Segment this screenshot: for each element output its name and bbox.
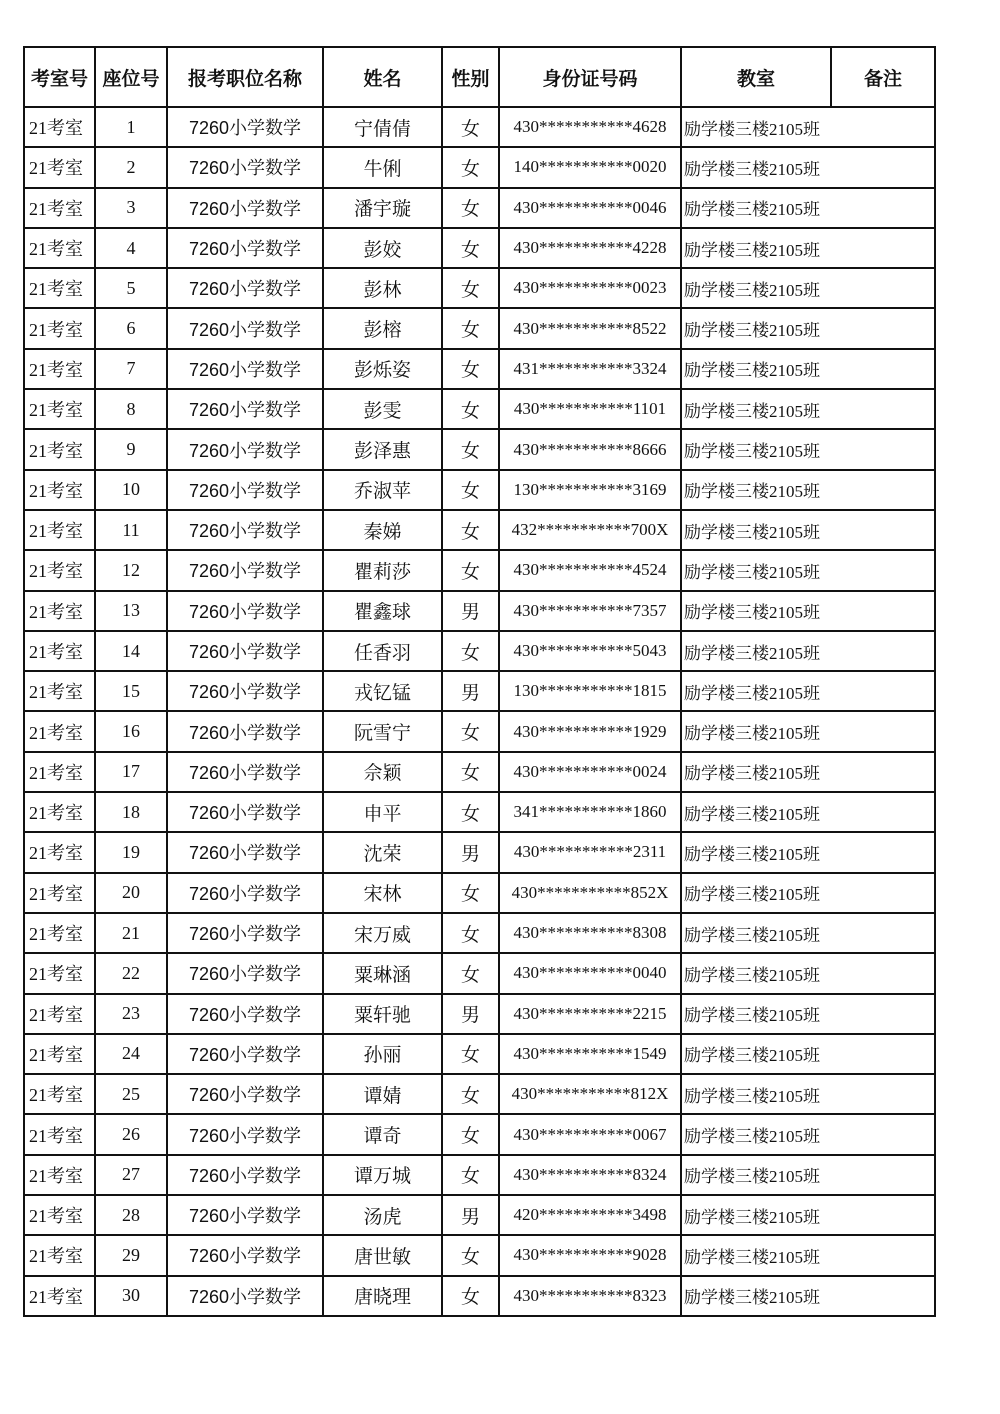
seat-cell: 6 [95,308,167,348]
classroom-cell: 励学楼三楼2105班 [681,671,935,711]
gender-cell: 女 [442,1235,499,1275]
name-cell: 谭婧 [323,1074,442,1114]
classroom-cell: 励学楼三楼2105班 [681,228,935,268]
name-cell: 彭姣 [323,228,442,268]
seat-cell: 17 [95,752,167,792]
table-row [24,873,935,913]
id-number-cell: 430***********0040 [499,953,681,993]
table-row [24,752,935,792]
classroom-cell: 励学楼三楼2105班 [681,510,935,550]
table-row [24,631,935,671]
name-cell: 谭奇 [323,1114,442,1154]
classroom-cell: 励学楼三楼2105班 [681,873,935,913]
classroom-cell: 励学楼三楼2105班 [681,832,935,872]
id-number-cell: 430***********4228 [499,228,681,268]
id-number-cell: 430***********8324 [499,1155,681,1195]
exam-room-cell: 21考室 [24,228,95,268]
header-remark: 备注 [831,47,935,107]
exam-room-cell: 21考室 [24,470,95,510]
id-number-cell: 430***********8522 [499,308,681,348]
seat-cell: 19 [95,832,167,872]
classroom-cell: 励学楼三楼2105班 [681,1114,935,1154]
post-cell: 7260小学数学 [167,188,323,228]
classroom-cell: 励学楼三楼2105班 [681,147,935,187]
post-cell: 7260小学数学 [167,147,323,187]
exam-room-cell: 21考室 [24,1074,95,1114]
table-body [24,107,935,1316]
id-number-cell: 430***********5043 [499,631,681,671]
name-cell: 彭榕 [323,308,442,348]
gender-cell: 男 [442,994,499,1034]
id-number-cell: 430***********0046 [499,188,681,228]
table-row [24,147,935,187]
name-cell: 汤虎 [323,1195,442,1235]
id-number-cell: 430***********7357 [499,591,681,631]
post-cell: 7260小学数学 [167,1235,323,1275]
table-row [24,832,935,872]
gender-cell: 女 [442,188,499,228]
gender-cell: 女 [442,631,499,671]
seat-cell: 20 [95,873,167,913]
classroom-cell: 励学楼三楼2105班 [681,1195,935,1235]
classroom-cell: 励学楼三楼2105班 [681,389,935,429]
post-cell: 7260小学数学 [167,1074,323,1114]
classroom-cell: 励学楼三楼2105班 [681,1235,935,1275]
name-cell: 彭雯 [323,389,442,429]
table-row [24,470,935,510]
table-row [24,268,935,308]
gender-cell: 女 [442,752,499,792]
table-row [24,1155,935,1195]
table-row [24,308,935,348]
exam-room-cell: 21考室 [24,550,95,590]
seat-cell: 9 [95,429,167,469]
id-number-cell: 430***********1549 [499,1034,681,1074]
seat-cell: 11 [95,510,167,550]
exam-room-cell: 21考室 [24,671,95,711]
post-cell: 7260小学数学 [167,389,323,429]
classroom-cell: 励学楼三楼2105班 [681,1034,935,1074]
gender-cell: 女 [442,953,499,993]
exam-room-cell: 21考室 [24,1276,95,1316]
name-cell: 牛俐 [323,147,442,187]
table-row [24,953,935,993]
table-row [24,389,935,429]
id-number-cell: 430***********8666 [499,429,681,469]
id-number-cell: 420***********3498 [499,1195,681,1235]
exam-room-cell: 21考室 [24,1114,95,1154]
seat-cell: 27 [95,1155,167,1195]
table-row [24,671,935,711]
seat-cell: 25 [95,1074,167,1114]
exam-room-cell: 21考室 [24,510,95,550]
exam-room-cell: 21考室 [24,832,95,872]
exam-room-cell: 21考室 [24,188,95,228]
post-cell: 7260小学数学 [167,671,323,711]
post-cell: 7260小学数学 [167,107,323,147]
header-row [24,47,935,107]
id-number-cell: 430***********8323 [499,1276,681,1316]
post-cell: 7260小学数学 [167,913,323,953]
seat-cell: 23 [95,994,167,1034]
gender-cell: 女 [442,550,499,590]
gender-cell: 男 [442,671,499,711]
table-row [24,107,935,147]
post-cell: 7260小学数学 [167,1195,323,1235]
header-seat: 座位号 [95,47,167,107]
post-cell: 7260小学数学 [167,953,323,993]
table-row [24,349,935,389]
post-cell: 7260小学数学 [167,1276,323,1316]
seat-cell: 15 [95,671,167,711]
table-row [24,429,935,469]
name-cell: 彭烁姿 [323,349,442,389]
gender-cell: 女 [442,711,499,751]
id-number-cell: 430***********852X [499,873,681,913]
name-cell: 唐晓理 [323,1276,442,1316]
exam-room-cell: 21考室 [24,711,95,751]
id-number-cell: 430***********4524 [499,550,681,590]
exam-seating-table [23,46,936,1317]
exam-room-cell: 21考室 [24,107,95,147]
exam-seating-sheet [23,46,934,1317]
table-row [24,591,935,631]
seat-cell: 3 [95,188,167,228]
seat-cell: 8 [95,389,167,429]
exam-room-cell: 21考室 [24,591,95,631]
post-cell: 7260小学数学 [167,510,323,550]
id-number-cell: 430***********0024 [499,752,681,792]
exam-room-cell: 21考室 [24,792,95,832]
gender-cell: 男 [442,591,499,631]
name-cell: 彭泽惠 [323,429,442,469]
post-cell: 7260小学数学 [167,792,323,832]
id-number-cell: 140***********0020 [499,147,681,187]
name-cell: 乔淑苹 [323,470,442,510]
classroom-cell: 励学楼三楼2105班 [681,711,935,751]
classroom-cell: 励学楼三楼2105班 [681,349,935,389]
table-row [24,1074,935,1114]
exam-room-cell: 21考室 [24,1034,95,1074]
gender-cell: 女 [442,1276,499,1316]
gender-cell: 男 [442,832,499,872]
classroom-cell: 励学楼三楼2105班 [681,1155,935,1195]
name-cell: 宋林 [323,873,442,913]
seat-cell: 2 [95,147,167,187]
classroom-cell: 励学楼三楼2105班 [681,470,935,510]
header-id-number: 身份证号码 [499,47,681,107]
seat-cell: 14 [95,631,167,671]
post-cell: 7260小学数学 [167,1114,323,1154]
name-cell: 潘宇璇 [323,188,442,228]
seat-cell: 30 [95,1276,167,1316]
post-cell: 7260小学数学 [167,994,323,1034]
seat-cell: 18 [95,792,167,832]
id-number-cell: 430***********2215 [499,994,681,1034]
post-cell: 7260小学数学 [167,591,323,631]
seat-cell: 26 [95,1114,167,1154]
post-cell: 7260小学数学 [167,1155,323,1195]
exam-room-cell: 21考室 [24,752,95,792]
post-cell: 7260小学数学 [167,631,323,671]
post-cell: 7260小学数学 [167,832,323,872]
seat-cell: 4 [95,228,167,268]
gender-cell: 女 [442,228,499,268]
id-number-cell: 432***********700X [499,510,681,550]
post-cell: 7260小学数学 [167,1034,323,1074]
name-cell: 彭林 [323,268,442,308]
table-row [24,1034,935,1074]
id-number-cell: 430***********4628 [499,107,681,147]
id-number-cell: 130***********1815 [499,671,681,711]
id-number-cell: 341***********1860 [499,792,681,832]
gender-cell: 女 [442,1114,499,1154]
id-number-cell: 430***********0023 [499,268,681,308]
classroom-cell: 励学楼三楼2105班 [681,550,935,590]
exam-room-cell: 21考室 [24,1235,95,1275]
post-cell: 7260小学数学 [167,873,323,913]
table-row [24,228,935,268]
table-row [24,1235,935,1275]
post-cell: 7260小学数学 [167,429,323,469]
exam-room-cell: 21考室 [24,349,95,389]
classroom-cell: 励学楼三楼2105班 [681,994,935,1034]
exam-room-cell: 21考室 [24,429,95,469]
table-row [24,550,935,590]
classroom-cell: 励学楼三楼2105班 [681,953,935,993]
post-cell: 7260小学数学 [167,752,323,792]
table-row [24,711,935,751]
name-cell: 秦娣 [323,510,442,550]
exam-room-cell: 21考室 [24,953,95,993]
name-cell: 粟轩驰 [323,994,442,1034]
classroom-cell: 励学楼三楼2105班 [681,107,935,147]
table-row [24,1114,935,1154]
post-cell: 7260小学数学 [167,550,323,590]
post-cell: 7260小学数学 [167,308,323,348]
gender-cell: 女 [442,510,499,550]
seat-cell: 29 [95,1235,167,1275]
gender-cell: 女 [442,389,499,429]
header-post: 报考职位名称 [167,47,323,107]
name-cell: 戎钇锰 [323,671,442,711]
name-cell: 宋万威 [323,913,442,953]
name-cell: 阮雪宁 [323,711,442,751]
id-number-cell: 430***********812X [499,1074,681,1114]
post-cell: 7260小学数学 [167,268,323,308]
id-number-cell: 431***********3324 [499,349,681,389]
table-row [24,1195,935,1235]
id-number-cell: 130***********3169 [499,470,681,510]
gender-cell: 女 [442,792,499,832]
id-number-cell: 430***********2311 [499,832,681,872]
name-cell: 申平 [323,792,442,832]
gender-cell: 女 [442,913,499,953]
seat-cell: 7 [95,349,167,389]
classroom-cell: 励学楼三楼2105班 [681,913,935,953]
gender-cell: 女 [442,429,499,469]
table-row [24,792,935,832]
name-cell: 任香羽 [323,631,442,671]
gender-cell: 女 [442,147,499,187]
post-cell: 7260小学数学 [167,349,323,389]
seat-cell: 24 [95,1034,167,1074]
exam-room-cell: 21考室 [24,308,95,348]
seat-cell: 13 [95,591,167,631]
post-cell: 7260小学数学 [167,470,323,510]
classroom-cell: 励学楼三楼2105班 [681,631,935,671]
name-cell: 孙丽 [323,1034,442,1074]
table-row [24,510,935,550]
name-cell: 沈荣 [323,832,442,872]
table-row [24,994,935,1034]
name-cell: 瞿鑫球 [323,591,442,631]
exam-room-cell: 21考室 [24,913,95,953]
header-name: 姓名 [323,47,442,107]
id-number-cell: 430***********8308 [499,913,681,953]
exam-room-cell: 21考室 [24,389,95,429]
name-cell: 谭万城 [323,1155,442,1195]
classroom-cell: 励学楼三楼2105班 [681,591,935,631]
gender-cell: 女 [442,1034,499,1074]
exam-room-cell: 21考室 [24,873,95,913]
gender-cell: 女 [442,308,499,348]
exam-room-cell: 21考室 [24,1155,95,1195]
classroom-cell: 励学楼三楼2105班 [681,1074,935,1114]
name-cell: 唐世敏 [323,1235,442,1275]
classroom-cell: 励学楼三楼2105班 [681,308,935,348]
gender-cell: 女 [442,873,499,913]
table-row [24,1276,935,1316]
name-cell: 粟琳涵 [323,953,442,993]
header-exam-room: 考室号 [24,47,95,107]
name-cell: 佘颖 [323,752,442,792]
classroom-cell: 励学楼三楼2105班 [681,792,935,832]
seat-cell: 21 [95,913,167,953]
post-cell: 7260小学数学 [167,228,323,268]
gender-cell: 女 [442,268,499,308]
classroom-cell: 励学楼三楼2105班 [681,1276,935,1316]
id-number-cell: 430***********1929 [499,711,681,751]
id-number-cell: 430***********0067 [499,1114,681,1154]
seat-cell: 22 [95,953,167,993]
exam-room-cell: 21考室 [24,147,95,187]
gender-cell: 女 [442,470,499,510]
classroom-cell: 励学楼三楼2105班 [681,268,935,308]
gender-cell: 女 [442,349,499,389]
seat-cell: 5 [95,268,167,308]
exam-room-cell: 21考室 [24,631,95,671]
gender-cell: 女 [442,107,499,147]
classroom-cell: 励学楼三楼2105班 [681,752,935,792]
gender-cell: 女 [442,1155,499,1195]
table-row [24,913,935,953]
seat-cell: 12 [95,550,167,590]
gender-cell: 男 [442,1195,499,1235]
post-cell: 7260小学数学 [167,711,323,751]
seat-cell: 16 [95,711,167,751]
id-number-cell: 430***********1101 [499,389,681,429]
id-number-cell: 430***********9028 [499,1235,681,1275]
header-classroom: 教室 [681,47,831,107]
header-gender: 性别 [442,47,499,107]
seat-cell: 10 [95,470,167,510]
name-cell: 宁倩倩 [323,107,442,147]
classroom-cell: 励学楼三楼2105班 [681,188,935,228]
classroom-cell: 励学楼三楼2105班 [681,429,935,469]
name-cell: 瞿莉莎 [323,550,442,590]
exam-room-cell: 21考室 [24,1195,95,1235]
exam-room-cell: 21考室 [24,994,95,1034]
seat-cell: 28 [95,1195,167,1235]
exam-room-cell: 21考室 [24,268,95,308]
table-row [24,188,935,228]
gender-cell: 女 [442,1074,499,1114]
seat-cell: 1 [95,107,167,147]
